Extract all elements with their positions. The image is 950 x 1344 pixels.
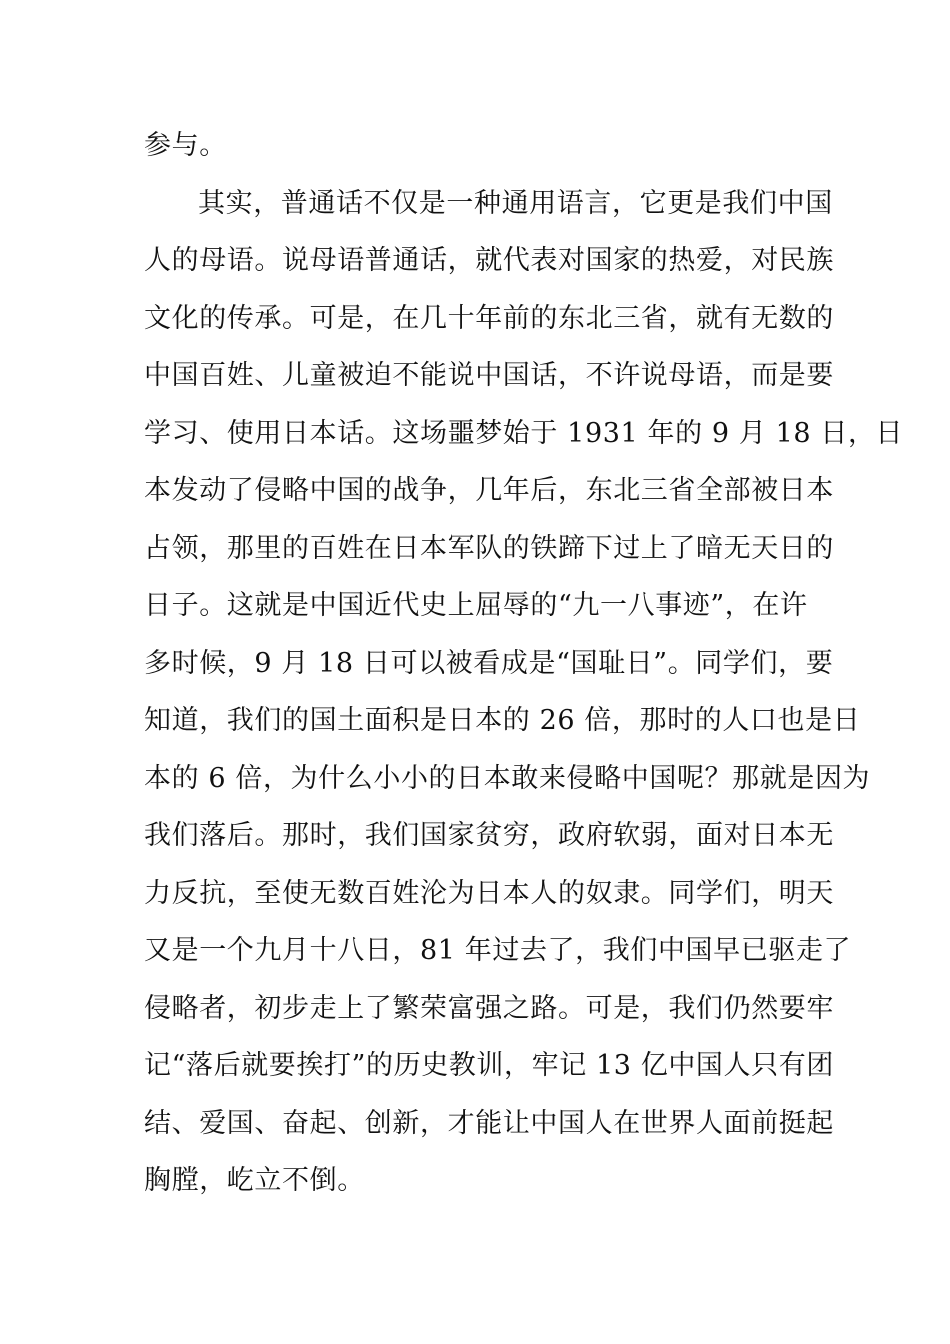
paragraph-first-line: 其实，普通话不仅是一种通用语言，它更是我们中国: [198, 187, 833, 219]
text-line: 文化的传承。可是，在几十年前的东北三省，就有无数的: [144, 302, 834, 334]
text-line: 日子。这就是中国近代史上屈辱的“九一八事迹”，在许: [144, 590, 808, 621]
text-line: 人的母语。说母语普通话，就代表对国家的热爱，对民族: [144, 245, 834, 276]
text-line: 力反抗，至使无数百姓沦为日本人的奴隶。同学们，明天: [144, 877, 834, 909]
text-line: 学习、使用日本话。这场噩梦始于 1931 年的 9 月 18 日，日: [144, 417, 904, 449]
text-line: 我们落后。那时，我们国家贫穷，政府软弱，面对日本无: [144, 820, 834, 851]
text-line: 侵略者，初步走上了繁荣富强之路。可是，我们仍然要牢: [144, 992, 834, 1024]
text-line: 又是一个九月十八日，81 年过去了，我们中国早已驱走了: [144, 935, 852, 966]
text-line: 结、爱国、奋起、创新，才能让中国人在世界人面前挺起: [144, 1107, 834, 1139]
text-line: 记“落后就要挨打”的历史教训，牢记 13 亿中国人只有团: [144, 1050, 834, 1081]
text-line: 多时候，9 月 18 日可以被看成是“国耻日”。同学们，要: [144, 647, 834, 679]
body-text: [144, 117, 904, 1210]
text-line: 中国百姓、儿童被迫不能说中国话，不许说母语，而是要: [144, 360, 834, 391]
text-line: 本的 6 倍，为什么小小的日本敢来侵略中国呢？那就是因为: [144, 762, 871, 794]
text-line: 知道，我们的国土面积是日本的 26 倍，那时的人口也是日: [144, 705, 861, 736]
text-line: 胸膛，屹立不倒。: [144, 1165, 365, 1196]
text-line: 参与。: [144, 130, 227, 161]
text-line: 占领，那里的百姓在日本军队的铁蹄下过上了暗无天日的: [144, 532, 834, 564]
text-line: 本发动了侵略中国的战争，几年后，东北三省全部被日本: [144, 475, 834, 506]
